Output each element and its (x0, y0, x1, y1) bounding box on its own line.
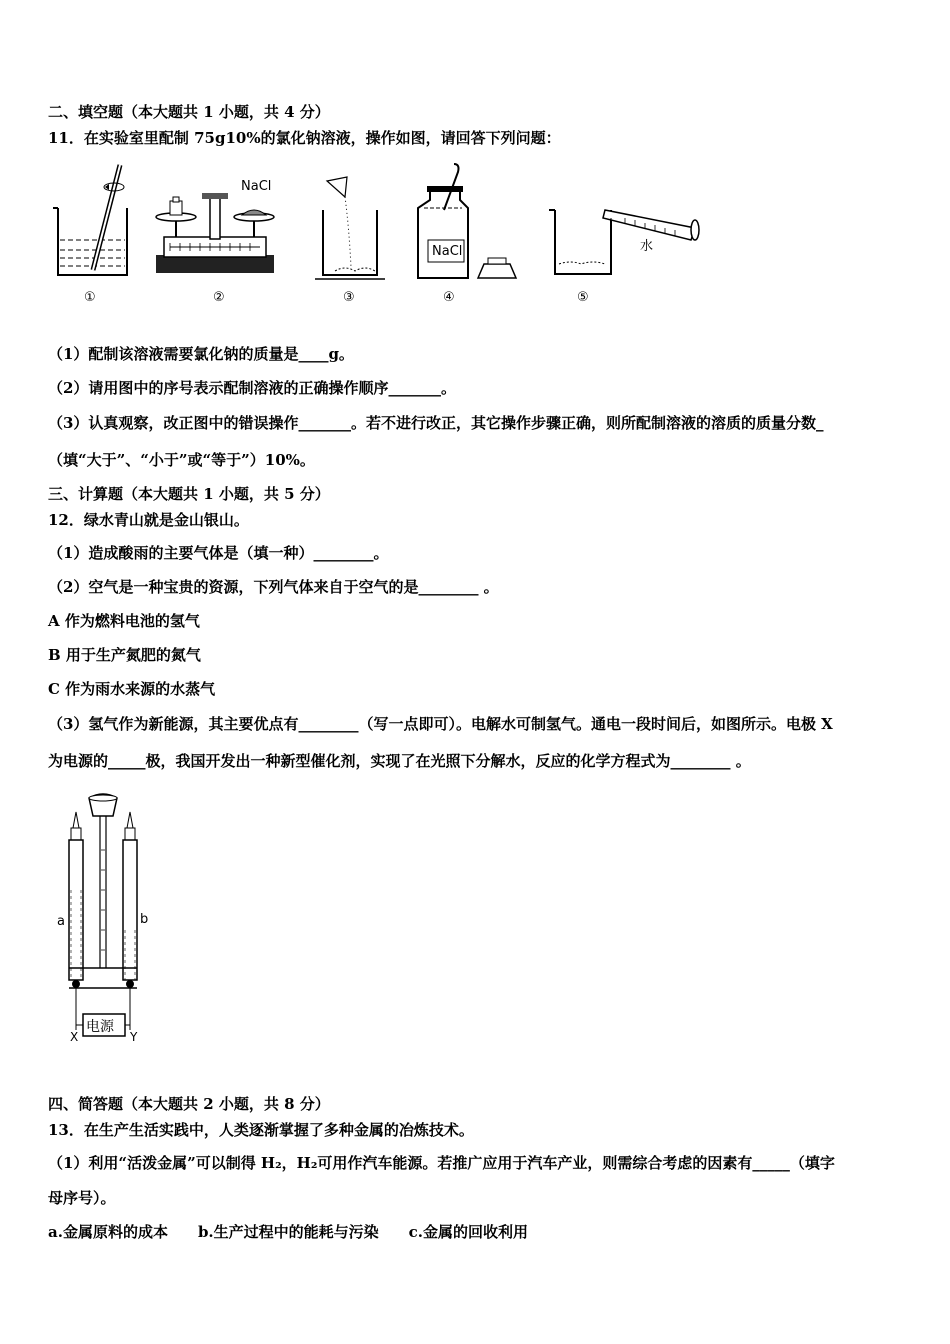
q12-option-b: B 用于生产氮肥的氮气 (48, 646, 201, 664)
q11-figure-label-2: ② (213, 290, 225, 305)
q12-part-1: （1）造成酸雨的主要气体是（填一种）________。 (48, 544, 389, 562)
q11-part-3-line-2: （填“大于”、“小于”或“等于”）10%。 (48, 451, 315, 469)
q12-electrode-y-label: Y (130, 1030, 138, 1044)
question-13-stem: 13．在生产生活实践中，人类逐渐掌握了多种金属的冶炼技术。 (48, 1121, 474, 1139)
question-12-stem: 12．绿水青山就是金山银山。 (48, 511, 249, 529)
q12-tube-b-label: b (140, 912, 149, 927)
q12-option-c: C 作为雨水来源的水蒸气 (48, 680, 216, 698)
q12-part-2: （2）空气是一种宝贵的资源，下列气体来自于空气的是________ 。 (48, 578, 499, 596)
q12-option-a: A 作为燃料电池的氢气 (48, 612, 200, 630)
q12-electrolysis-apparatus (55, 790, 165, 1045)
q11-part-3-line-1: （3）认真观察，改正图中的错误操作_______。若不进行改正，其它操作步骤正确，则所配制溶液的溶质的质量分数_ (48, 414, 824, 432)
q11-part-2: （2）请用图中的序号表示配制溶液的正确操作顺序_______。 (48, 379, 456, 397)
question-11-stem: 11．在实验室里配制 75g10%的氯化钠溶液，操作如图，请回答下列问题： (48, 129, 561, 147)
q12-part-3-line-2: 为电源的_____极，我国开发出一种新型催化剂，实现了在光照下分解水，反应的化学方程式为________ 。 (48, 752, 751, 770)
q11-figure-label-5: ⑤ (577, 290, 589, 305)
q13-part-1-line-1: （1）利用“活泼金属”可以制得 H₂，H₂可用作汽车能源。若推广应用于汽车产业，则需综合考虑的因素有_____（填字 (48, 1154, 835, 1172)
q11-nacl-label-bottle: NaCl (432, 244, 463, 259)
q11-figure-4-reagent-bottle (410, 160, 525, 280)
q12-electrode-x-label: X (70, 1030, 79, 1044)
section-2-title: 二、填空题（本大题共 1 小题，共 4 分） (48, 103, 330, 121)
q11-nacl-label-balance: NaCl (241, 179, 272, 194)
q11-figure-label-1: ① (84, 290, 96, 305)
q11-part-1: （1）配制该溶液需要氯化钠的质量是____g。 (48, 345, 354, 363)
section-4-title: 四、简答题（本大题共 2 小题，共 8 分） (48, 1095, 330, 1113)
q12-tube-a-label: a (57, 914, 65, 929)
q11-figure-3-pouring (315, 175, 385, 280)
q11-figure-5-adding-water (545, 188, 705, 280)
q11-figure-label-3: ③ (343, 290, 355, 305)
section-3-title: 三、计算题（本大题共 1 小题，共 5 分） (48, 485, 330, 503)
q11-figure-label-4: ④ (443, 290, 455, 305)
q12-power-source-label: 电源 (86, 1019, 114, 1035)
q13-part-1-line-2: 母序号）。 (48, 1189, 116, 1207)
q11-figure-1-stirring (50, 160, 135, 280)
q12-part-3-line-1: （3）氢气作为新能源，其主要优点有________（写一点即可）。电解水可制氢气。通电一段时间后，如图所示。电极 X (48, 715, 833, 733)
q13-options: a.金属原料的成本 b.生产过程中的能耗与污染 c.金属的回收利用 (48, 1223, 529, 1241)
q11-water-label: 水 (640, 239, 654, 254)
